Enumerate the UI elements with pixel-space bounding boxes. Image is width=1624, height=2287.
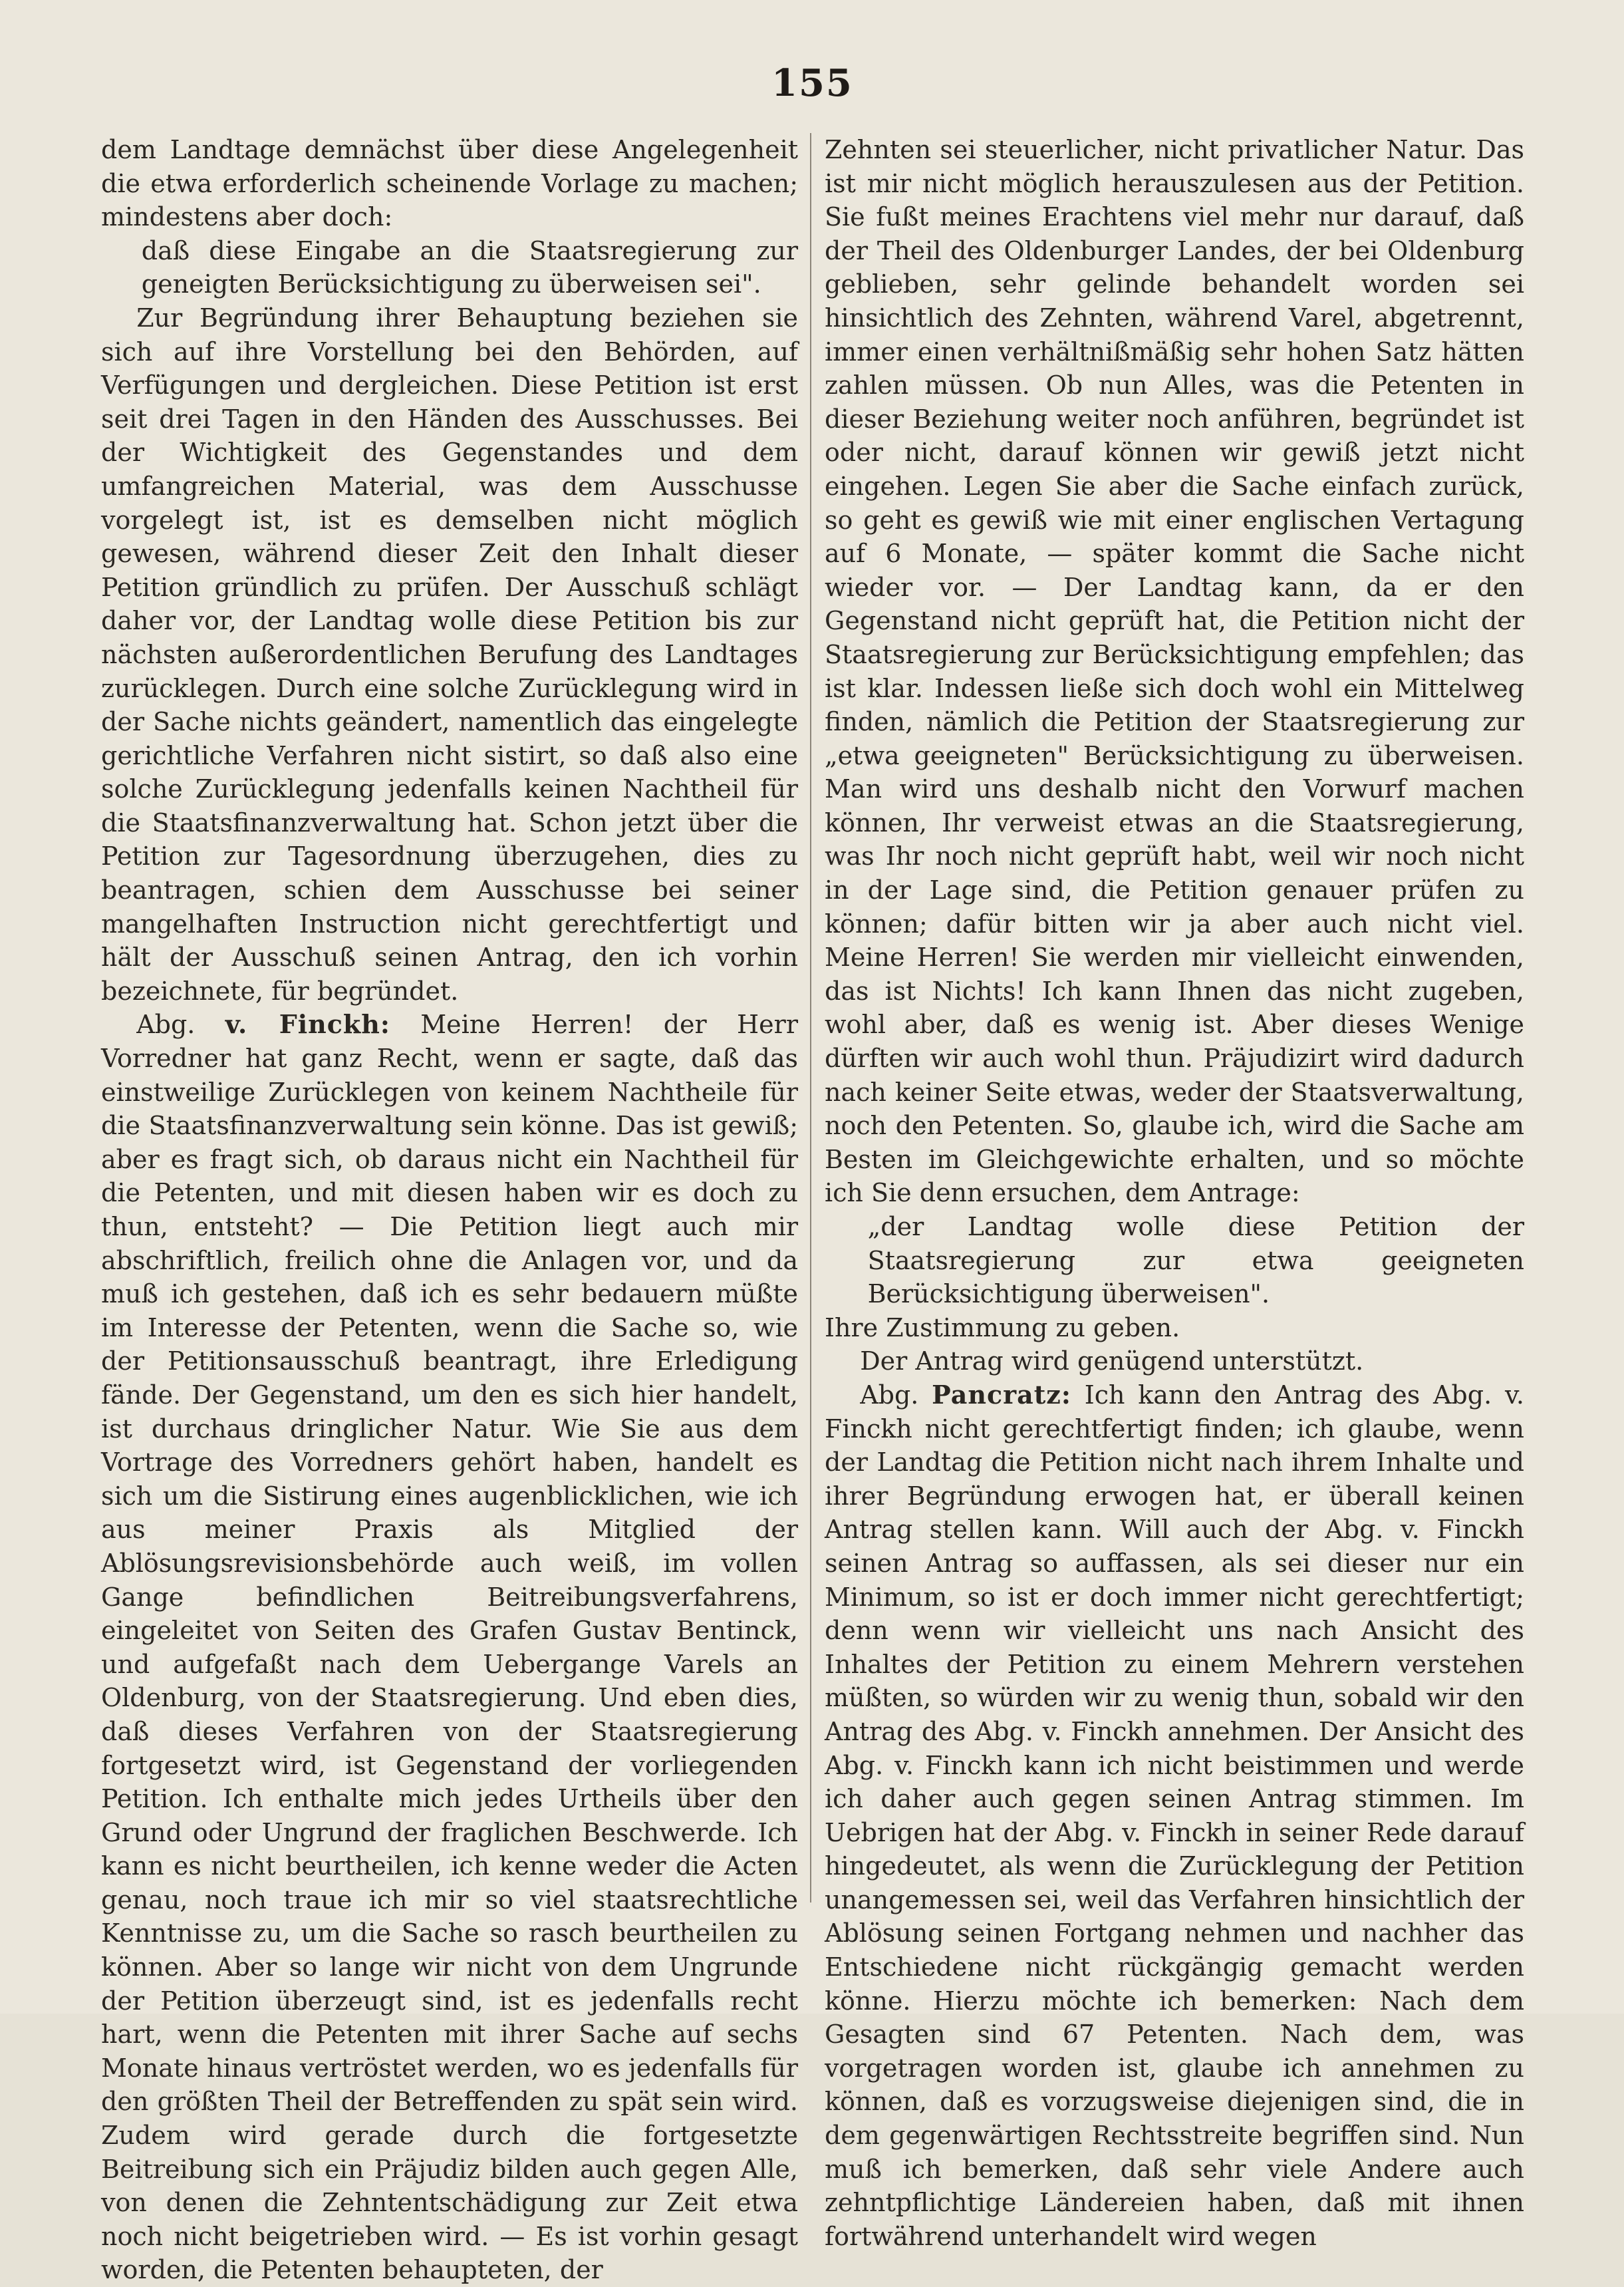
left-paragraph-2: Zur Begründung ihrer Behauptung beziehen sie sich auf ihre Vorstellung bei den Behörden, auf Verfügungen und dergleichen. Diese Petition ist erst seit drei Tagen in den Händen des Ausschusses. Bei der Wichtigkeit des Gegenstandes und dem umfangreichen Material, was dem Ausschusse vorgelegt ist, ist es demselben nicht möglich gewesen, während dieser Zeit den Inhalt dieser Petition gründlich zu prüfen. Der Ausschuß schlägt daher vor, der Landtag wolle diese Petition bis zur nächsten außerordentlichen Berufung des Landtages zurücklegen. Durch eine solche Zurücklegung wird in der Sache nichts geändert, namentlich das eingelegte gerichtliche Verfahren nicht sistirt, so daß also eine solche Zurücklegung jedenfalls keinen Nachtheil für die Staatsfinanzverwaltung hat. Schon jetzt über die Petition zur Tagesordnung überzugehen, dies zu beantragen, schien dem Ausschusse bei seiner mangelhaften Instruction nicht gerechtfertigt und hält der Ausschuß seinen Antrag, den ich vorhin bezeichnete, für begründet. (101, 303, 798, 1006)
column-divider (810, 133, 811, 1903)
speech-text: Meine Herren! der Herr Vorredner hat ganz Recht, wenn er sagte, daß das einstweilige Zurücklegen von keinem Nachtheile für die Staatsfinanzverwaltung sein könne. Das ist gewiß; aber es fragt sich, ob daraus nicht ein Nachtheil für die Petenten, und mit diesen haben wir es doch zu thun, entsteht? — Die Petition liegt auch mir abschriftlich, freilich ohne die Anlagen vor, und da muß ich gestehen, daß ich es sehr bedauern müßte im Interesse der Petenten, wenn die Sache so, wie der Petitionsausschuß beantragt, ihre Erledigung fände. Der Gegenstand, um den es sich hier handelt, ist durchaus dringlicher Natur. Wie Sie aus dem Vortrage des Vorredners gehört haben, handelt es sich um die Sistirung eines augenblicklichen, wie ich aus meiner Praxis als Mitglied der Ablösungsrevisionsbehörde auch weiß, im vollen Gange befindlichen Beitreibungsverfahrens, eingeleitet von Seiten des Grafen Gustav Bentinck, und aufgefaßt nach dem Uebergange Varels an Oldenburg, von der Staatsregierung. Und eben dies, daß dieses Verfahren von der Staatsregierung fortgesetzt wird, ist Gegenstand der vorliegenden Petition. Ich enthalte mich jedes Urtheils über den Grund oder Ungrund der fraglichen Beschwerde. Ich kann es nicht beurtheilen, ich kenne weder die Acten genau, noch traue ich mir so viel staatsrechtliche Kenntnisse zu, um die Sache so rasch beurtheilen zu können. Aber so lange wir nicht von dem Ungrunde der Petition überzeugt sind, ist es jedenfalls recht hart, wenn die Petenten mit ihrer Sache auf sechs Monate hinaus vertröstet werden, wo es jedenfalls für den größten Theil der Betreffenden zu spät sein wird. Zudem wird gerade durch die fortgesetzte Beitreibung sich ein Präjudiz bilden auch gegen Alle, von denen die Zehntentschädigung zur Zeit etwa noch nicht beigetrieben wird. — Es ist vorhin gesagt worden, die Petenten behaupteten, der (101, 1010, 798, 2285)
left-quote-1: daß diese Eingabe an die Staatsregierung zur geneigten Berücksichtigung zu überweisen sei". (141, 235, 798, 299)
right-paragraph-2: Ihre Zustimmung zu geben. (825, 1312, 1180, 1342)
right-paragraph-1: Zehnten sei steuerlicher, nicht privatlicher Natur. Das ist mir nicht möglich herauszulesen aus der Petition. Sie fußt meines Erachtens viel mehr nur darauf, daß der Theil des Oldenburger Landes, der bei Oldenburg geblieben, sehr gelinde behandelt worden sei hinsichtlich des Zehnten, während Varel, abgetrennt, immer einen verhältnißmäßig sehr hohen Satz hätten zahlen müssen. Ob nun Alles, was die Petenten in dieser Beziehung weiter noch anführen, begründet ist oder nicht, darauf können wir gewiß jetzt nicht eingehen. Legen Sie aber die Sache einfach zurück, so geht es gewiß wie mit einer englischen Vertagung auf 6 Monate, — später kommt die Sache nicht wieder vor. — Der Landtag kann, da er den Gegenstand nicht geprüft hat, die Petition nicht der Staatsregierung zur Berücksichtigung empfehlen; das ist klar. Indessen ließe sich doch wohl ein Mittelweg finden, nämlich die Petition der Staatsregierung zur „etwa geeigneten" Berücksichtigung zu überweisen. Man wird uns deshalb nicht den Vorwurf machen können, Ihr verweist etwas an die Staatsregierung, was Ihr noch nicht geprüft habt, weil wir noch nicht in der Lage sind, die Petition genauer prüfen zu können; dafür bitten wir ja aber auch nicht viel. Meine Herren! Sie werden mir vielleicht einwenden, das ist Nichts! Ich kann Ihnen das nicht zugeben, wohl aber, daß es wenig ist. Aber dieses Wenige dürften wir auch wohl thun. Präjudizirt wird dadurch nach keiner Seite etwas, weder der Staatsverwaltung, noch den Petenten. So, glaube ich, wird die Sache am Besten im Gleichgewichte erhalten, und so möchte ich Sie denn ersuchen, dem Antrage: (825, 135, 1524, 1208)
speaker-name: v. Finckh: (225, 1009, 390, 1040)
page-number: 155 (771, 61, 853, 105)
speech-prefix: Abg. (860, 1380, 932, 1410)
bleed-through-left (20, 100, 93, 432)
bleed-through-right (1543, 133, 1609, 532)
right-column (825, 133, 1524, 2253)
right-speech-pancratz (825, 1378, 1524, 2253)
speech-prefix: Abg. (136, 1010, 225, 1040)
speech-text: Ich kann den Antrag des Abg. v. Finckh nicht gerechtfertigt finden; ich glaube, wenn der Landtag die Petition nicht nach ihrem Inhalte und ihrer Begründung erwogen hat, er überall keinen Antrag stellen kann. Will auch der Abg. v. Finckh seinen Antrag so auffassen, als sei dieser nur ein Minimum, so ist er doch immer nicht gerechtfertigt; denn wenn wir vielleicht uns nach Ansicht des Inhaltes der Petition zu einem Mehrern verstehen müßten, so würden wir zu wenig thun, sobald wir den Antrag des Abg. v. Finckh annehmen. Der Ansicht des Abg. v. Finckh kann ich nicht beistimmen und werde ich daher auch gegen seinen Antrag stimmen. Im Uebrigen hat der Abg. v. Finckh in seiner Rede darauf hingedeutet, als wenn die Zurücklegung der Petition unangemessen sei, weil das Verfahren hinsichtlich der Ablösung seinen Fortgang nehmen und nachher das Entschiedene nicht rückgängig gemacht werden könne. Hierzu möchte ich bemerken: Nach dem Gesagten sind 67 Petenten. Nach dem, was vorgetragen worden ist, glaube ich annehmen zu können, daß es vorzugsweise diejenigen sind, die in dem gegenwärtigen Rechtsstreite begriffen sind. Nun muß ich bemerken, daß sehr viele Andere auch zehntpflichtige Ländereien haben, daß mit ihnen fortwährend unterhandelt wird wegen (825, 1380, 1524, 2251)
left-column (101, 133, 798, 2287)
left-speech-finckh (101, 1008, 798, 2287)
right-paragraph-3: Der Antrag wird genügend unterstützt. (860, 1346, 1364, 1376)
left-paragraph-1: dem Landtage demnächst über diese Angelegenheit die etwa erforderlich scheinende Vorlage zu machen; mindestens aber doch: (101, 135, 798, 232)
speaker-name: Pancratz: (932, 1379, 1071, 1410)
right-quote-1: „der Landtag wolle diese Petition der Staatsregierung zur etwa geeigneten Berücksichtigung überweisen". (867, 1212, 1524, 1309)
